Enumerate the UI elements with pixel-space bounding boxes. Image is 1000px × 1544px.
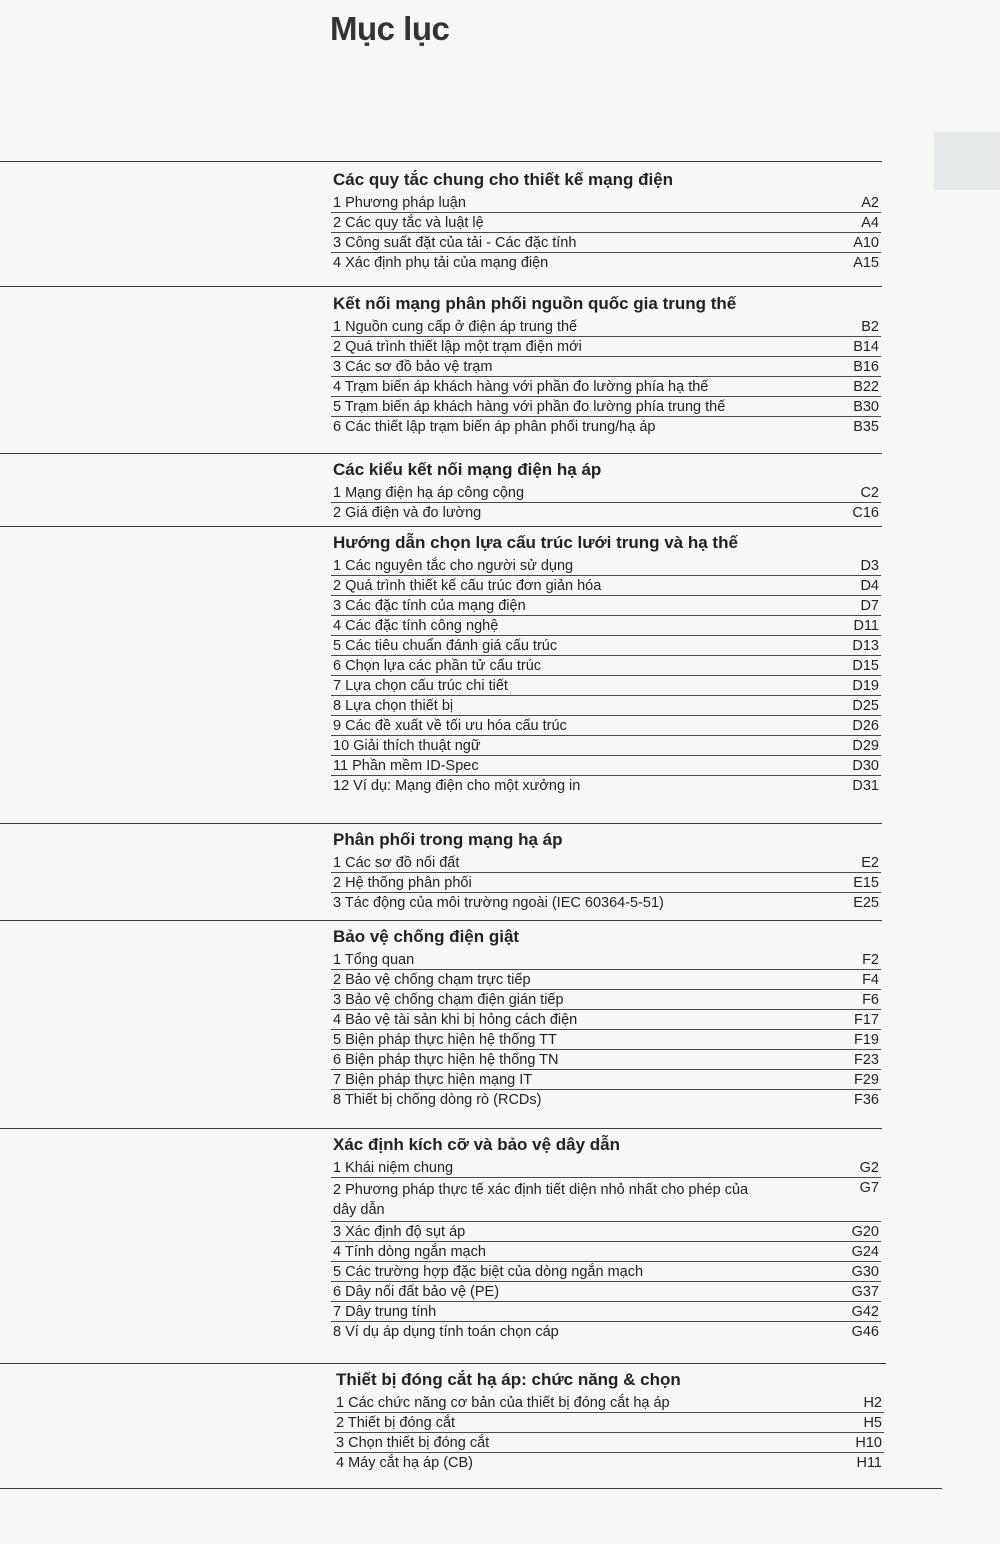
toc-entry-title: 2 Quá trình thiết kế cấu trúc đơn giản hóa [333, 578, 602, 594]
toc-page-number: D25 [852, 698, 879, 714]
toc-row[interactable] [331, 853, 881, 873]
toc-entry-title: 4 Bảo vệ tài sản khi bị hỏng cách điện [333, 1012, 578, 1028]
toc-row[interactable] [334, 1413, 884, 1433]
section-divider [0, 161, 882, 162]
toc-page-number: F29 [854, 1072, 879, 1088]
toc-entry-title: 3 Công suất đặt của tải - Các đặc tính [333, 235, 577, 251]
toc-row[interactable] [331, 616, 881, 636]
toc-entry-title: 3 Xác định độ sụt áp [333, 1224, 466, 1240]
toc-entry-title: 6 Chọn lựa các phần tử cấu trúc [333, 658, 542, 674]
toc-entry-title: 8 Lựa chọn thiết bị [333, 698, 454, 714]
toc-page-number: F36 [854, 1092, 879, 1108]
toc-entry-title: 1 Mạng điện hạ áp công cộng [333, 485, 525, 501]
page-title: Mục lục [330, 10, 450, 47]
toc-entry-title: 5 Các trường hợp đặc biệt của dòng ngắn mạch [333, 1264, 644, 1280]
toc-page-number: G37 [851, 1284, 879, 1300]
toc-row[interactable] [331, 576, 881, 596]
toc-row[interactable] [331, 756, 881, 776]
toc-section [331, 927, 881, 1109]
toc-entry-title: 3 Các sơ đồ bảo vệ trạm [333, 359, 493, 375]
toc-entry-title: 2 Phương pháp thực tế xác định tiết diện nhỏ nhất cho phép của dây dẫn [333, 1182, 749, 1218]
toc-entry-title: 1 Nguồn cung cấp ở điện áp trung thế [333, 319, 578, 335]
section-title: Hướng dẫn chọn lựa cấu trúc lưới trung và hạ thế [333, 533, 738, 552]
section-title: Bảo vệ chống điện giật [333, 927, 520, 946]
toc-section [331, 460, 881, 522]
toc-page-number: D29 [852, 738, 879, 754]
toc-row[interactable] [331, 1050, 881, 1070]
toc-entry-title: 6 Các thiết lập trạm biến áp phân phối trung/hạ áp [333, 419, 656, 435]
toc-entry-title: 4 Máy cắt hạ áp (CB) [336, 1455, 473, 1471]
toc-row[interactable] [331, 776, 881, 795]
toc-page-number: D26 [852, 718, 879, 734]
toc-section [331, 533, 881, 795]
section-divider [0, 1128, 882, 1129]
toc-page-number: B35 [853, 419, 879, 435]
toc-page-number: D4 [860, 578, 879, 594]
toc-row[interactable] [331, 950, 881, 970]
toc-row[interactable] [331, 990, 881, 1010]
section-divider [0, 286, 882, 287]
toc-row[interactable] [331, 696, 881, 716]
toc-page-number: D7 [860, 598, 879, 614]
toc-page-number: H2 [863, 1395, 882, 1411]
toc-page-number: D15 [852, 658, 879, 674]
toc-page-number: H5 [863, 1415, 882, 1431]
toc-section [331, 294, 881, 436]
toc-page-number: F19 [854, 1032, 879, 1048]
section-title: Thiết bị đóng cắt hạ áp: chức năng & chọn [336, 1370, 681, 1389]
toc-page-number: F17 [854, 1012, 879, 1028]
toc-entry-title: 1 Phương pháp luận [333, 195, 466, 211]
toc-entry-title: 8 Thiết bị chống dòng rò (RCDs) [333, 1092, 542, 1108]
toc-page-number: B14 [853, 339, 879, 355]
toc-entry-title: 7 Lựa chọn cấu trúc chi tiết [333, 678, 508, 694]
toc-row[interactable] [331, 233, 881, 253]
section-divider [0, 526, 882, 527]
toc-row[interactable] [331, 397, 881, 417]
toc-page-number: D31 [852, 778, 879, 794]
toc-page-number: G24 [851, 1244, 879, 1260]
toc-entry-title: 3 Các đặc tính của mạng điện [333, 598, 526, 614]
toc-entry-title: 9 Các đề xuất về tối ưu hóa cấu trúc [333, 718, 567, 734]
toc-row[interactable] [331, 1322, 881, 1341]
toc-page-number: F2 [862, 952, 879, 968]
toc-entry-title: 4 Xác định phụ tải của mạng điện [333, 255, 549, 271]
toc-entry-title: 8 Ví dụ áp dụng tính toán chọn cáp [333, 1324, 559, 1340]
toc-row[interactable] [331, 1158, 881, 1178]
toc-page-number: G30 [851, 1264, 879, 1280]
toc-row[interactable] [331, 357, 881, 377]
toc-row[interactable] [331, 736, 881, 756]
toc-section [331, 170, 881, 272]
section-title: Phân phối trong mạng hạ áp [333, 830, 563, 849]
toc-entry-title: 12 Ví dụ: Mạng điện cho một xưởng in [333, 778, 581, 794]
toc-page-number: G7 [859, 1180, 879, 1196]
toc-row[interactable] [331, 1302, 881, 1322]
toc-page-number: A4 [861, 215, 879, 231]
toc-entry-title: 1 Các nguyên tắc cho người sử dụng [333, 558, 574, 574]
section-title: Xác định kích cỡ và bảo vệ dây dẫn [333, 1135, 621, 1154]
toc-entry-title: 5 Các tiêu chuẩn đánh giá cấu trúc [333, 638, 558, 654]
toc-row[interactable] [331, 676, 881, 696]
toc-row[interactable] [331, 253, 881, 272]
toc-page-number: H10 [855, 1435, 882, 1451]
toc-row[interactable] [331, 556, 881, 576]
toc-page-number: B16 [853, 359, 879, 375]
toc-section [334, 1370, 884, 1472]
toc-page-number: A15 [853, 255, 879, 271]
toc-entry-title: 2 Bảo vệ chống chạm trực tiếp [333, 972, 531, 988]
section-divider [0, 1363, 886, 1364]
toc-page-number: A2 [861, 195, 879, 211]
toc-row[interactable] [331, 636, 881, 656]
section-divider [0, 920, 882, 921]
toc-page-number: E2 [861, 855, 879, 871]
toc-section [331, 1135, 881, 1341]
toc-row[interactable] [331, 1010, 881, 1030]
toc-row[interactable] [331, 1222, 881, 1242]
toc-row[interactable] [331, 377, 881, 397]
toc-entry-title: 10 Giải thích thuật ngữ [333, 738, 481, 754]
toc-page-number: C2 [860, 485, 879, 501]
toc-row[interactable] [334, 1453, 884, 1472]
toc-entry-title: 2 Hệ thống phân phối [333, 875, 472, 891]
toc-page-number: B30 [853, 399, 879, 415]
toc-entry-title: 5 Trạm biến áp khách hàng với phần đo lường phía trung thế [333, 399, 726, 415]
toc-page-number: F4 [862, 972, 879, 988]
toc-page-number: F23 [854, 1052, 879, 1068]
section-title: Các quy tắc chung cho thiết kế mạng điện [333, 170, 674, 189]
toc-entry-title: 4 Trạm biến áp khách hàng với phần đo lường phía hạ thế [333, 379, 709, 395]
toc-entry-title: 4 Các đặc tính công nghệ [333, 618, 499, 634]
toc-row[interactable] [331, 337, 881, 357]
toc-entry-title: 3 Bảo vệ chống chạm điện gián tiếp [333, 992, 564, 1008]
toc-entry-title: 3 Tác động của môi trường ngoài (IEC 60364-5-51) [333, 895, 664, 911]
toc-page-number: C16 [852, 505, 879, 521]
toc-page-number: A10 [853, 235, 879, 251]
toc-entry-title: 1 Các chức năng cơ bản của thiết bị đóng cắt hạ áp [336, 1395, 670, 1411]
toc-page-number: B22 [853, 379, 879, 395]
side-tab [934, 132, 1000, 190]
toc-row[interactable] [331, 1178, 881, 1222]
toc-page-number: G20 [851, 1224, 879, 1240]
toc-page-number: G2 [859, 1160, 879, 1176]
section-divider [0, 823, 882, 824]
toc-entry-title: 6 Dây nối đất bảo vệ (PE) [333, 1284, 500, 1300]
toc-entry-title: 5 Biện pháp thực hiện hệ thống TT [333, 1032, 557, 1048]
toc-row[interactable] [334, 1433, 884, 1453]
toc-row[interactable] [331, 417, 881, 436]
toc-row[interactable] [331, 1030, 881, 1050]
toc-entry-title: 11 Phần mềm ID-Spec [333, 758, 479, 774]
toc-entry-title: 2 Quá trình thiết lập một trạm điện mới [333, 339, 582, 355]
section-title: Kết nối mạng phân phối nguồn quốc gia trung thế [333, 294, 737, 313]
toc-section [331, 830, 881, 912]
toc-row[interactable] [331, 656, 881, 676]
toc-row[interactable] [331, 596, 881, 616]
toc-entry-title: 1 Tổng quan [333, 952, 415, 968]
toc-row[interactable] [331, 1242, 881, 1262]
toc-entry-title: 6 Biện pháp thực hiện hệ thống TN [333, 1052, 559, 1068]
toc-page-number: E15 [853, 875, 879, 891]
toc-row[interactable] [331, 893, 881, 912]
toc-row[interactable] [331, 317, 881, 337]
section-title: Các kiểu kết nối mạng điện hạ áp [333, 460, 602, 479]
section-divider [0, 1488, 942, 1489]
toc-entry-title: 2 Các quy tắc và luật lệ [333, 215, 484, 231]
toc-row[interactable] [331, 1262, 881, 1282]
toc-entry-title: 7 Biện pháp thực hiện mạng IT [333, 1072, 533, 1088]
toc-page-number: D19 [852, 678, 879, 694]
toc-page-number: B2 [861, 319, 879, 335]
toc-page-number: D30 [852, 758, 879, 774]
toc-row[interactable] [331, 503, 881, 522]
toc-entry-title: 7 Dây trung tính [333, 1304, 437, 1320]
toc-page-number: E25 [853, 895, 879, 911]
toc-page-number: D3 [860, 558, 879, 574]
toc-entry-title: 3 Chọn thiết bị đóng cắt [336, 1435, 490, 1451]
toc-entry-title: 1 Khái niệm chung [333, 1160, 454, 1176]
toc-page-number: G46 [851, 1324, 879, 1340]
toc-page-number: D13 [852, 638, 879, 654]
toc-row[interactable] [331, 716, 881, 736]
toc-row[interactable] [331, 213, 881, 233]
toc-row[interactable] [331, 970, 881, 990]
toc-page-number: H11 [856, 1455, 882, 1471]
toc-page-number: G42 [851, 1304, 879, 1320]
toc-row[interactable] [331, 1282, 881, 1302]
toc-entry-title: 1 Các sơ đồ nối đất [333, 855, 460, 871]
toc-entry-title: 4 Tính dòng ngắn mạch [333, 1244, 486, 1260]
toc-row[interactable] [331, 1070, 881, 1090]
section-divider [0, 453, 882, 454]
toc-page-number: D11 [853, 618, 879, 634]
toc-row[interactable] [334, 1393, 884, 1413]
toc-row[interactable] [331, 193, 881, 213]
toc-entry-title: 2 Thiết bị đóng cắt [336, 1415, 456, 1431]
toc-row[interactable] [331, 483, 881, 503]
toc-page-number: F6 [862, 992, 879, 1008]
toc-row[interactable] [331, 873, 881, 893]
toc-row[interactable] [331, 1090, 881, 1109]
toc-entry-title: 2 Giá điện và đo lường [333, 505, 482, 521]
